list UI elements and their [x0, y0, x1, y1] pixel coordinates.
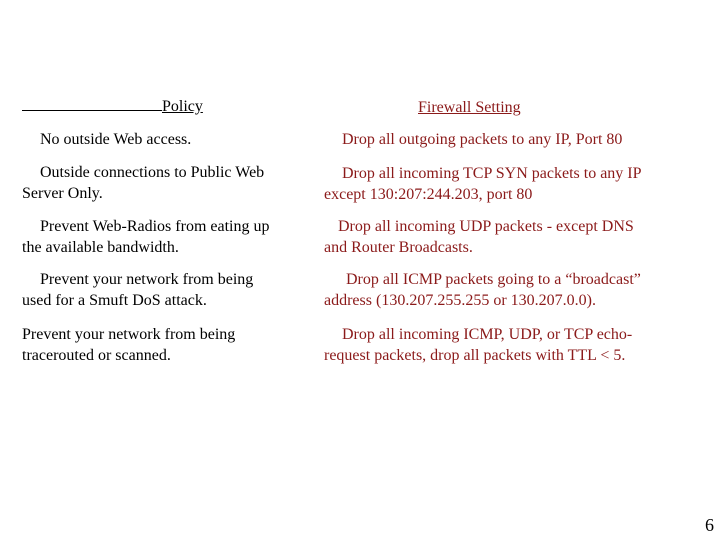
policy-cell-1: No outside Web access.: [40, 131, 192, 148]
setting-cell-3: Drop all incoming UDP packets - except DNS and Router Broadcasts.: [324, 218, 634, 256]
setting-cell-2: Drop all incoming TCP SYN packets to any IP except 130:207:244.203, port 80: [324, 165, 642, 203]
page-number: 6: [705, 515, 714, 535]
policy-header-label: Policy: [162, 98, 203, 115]
setting-cell-4: Drop all ICMP packets going to a “broadcast” address (130.207.255.255 or 130.207.0.0).: [324, 271, 641, 309]
policy-cell-5: Prevent your network from being tracerouted or scanned.: [22, 326, 236, 364]
policy-cell-2: Outside connections to Public Web Server Only.: [22, 164, 265, 202]
setting-cell-5: Drop all incoming ICMP, UDP, or TCP echo- request packets, drop all packets with TTL < 5.: [324, 326, 633, 364]
policy-cell-4: Prevent your network from being used for a Smuft DoS attack.: [22, 271, 254, 309]
header-underline: [22, 110, 162, 111]
firewall-column-header: Firewall Setting: [418, 99, 521, 116]
policy-column-header: [22, 96, 203, 117]
setting-cell-1: Drop all outgoing packets to any IP, Port 80: [342, 131, 623, 148]
policy-cell-3: Prevent Web-Radios from eating up the available bandwidth.: [22, 218, 270, 256]
